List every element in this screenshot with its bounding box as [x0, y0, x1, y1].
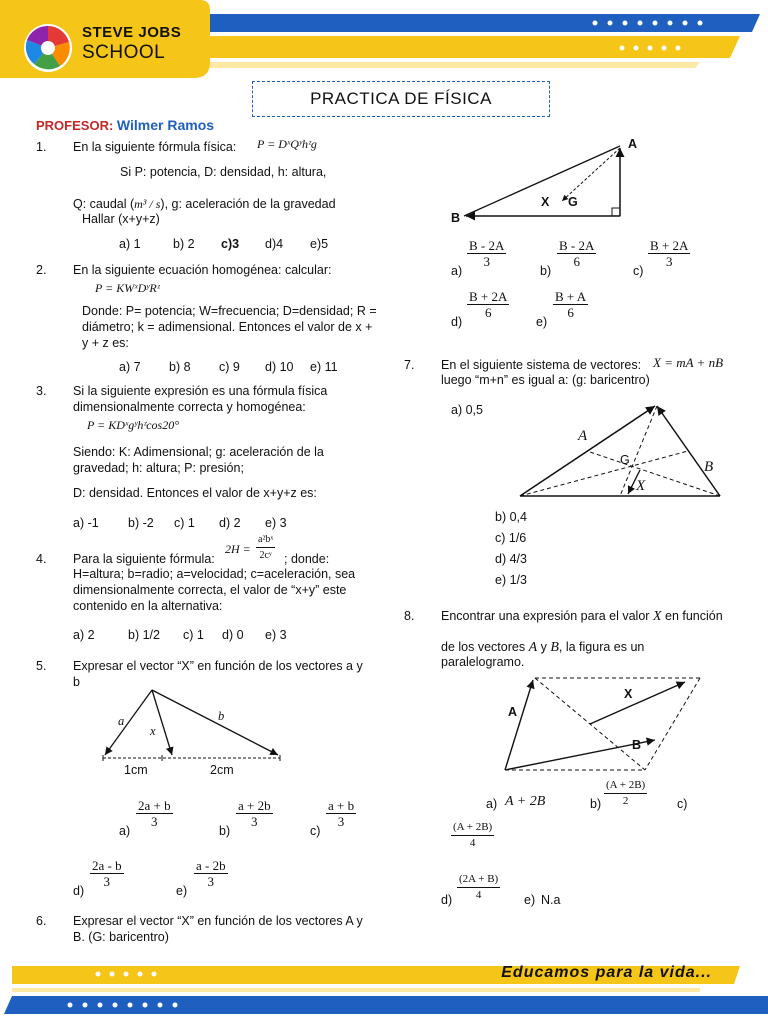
q8-line3: paralelogramo.	[441, 655, 525, 669]
q6-number: 6.	[36, 914, 47, 928]
teacher-line	[36, 117, 214, 134]
q7-figure	[515, 398, 725, 500]
q2-number: 2.	[36, 263, 47, 277]
q5-fig-label-b: b	[218, 709, 225, 723]
q5-fig-len2: 2cm	[210, 763, 234, 777]
q1-option-b: b) 2	[173, 237, 195, 251]
q6-fig-label-X: X	[541, 195, 550, 209]
q7-option-c: c) 1/6	[495, 531, 527, 545]
q5-option-b-label: b)	[219, 824, 231, 838]
footer-slogan: Educamos para la vida...	[501, 964, 712, 981]
q4-body: H=altura; b=radio; a=velocidad; c=aceleración, sea dimensionalmente correcta, el valor de “x+y” este contenido en la alternativa:	[73, 567, 356, 613]
page-title: PRACTICA DE FÍSICA	[252, 81, 550, 117]
q7-text-a: En el siguiente sistema de vectores:	[441, 358, 642, 372]
q3-option-c: c) 1	[174, 516, 195, 530]
q5-option-b-value: $\frac{a + 2b}{3}$	[238, 798, 271, 829]
q1-option-e: e)5	[310, 237, 329, 251]
q7-fig-label-A: A	[578, 428, 588, 444]
q1-option-a: a) 1	[119, 237, 141, 251]
q1-unit: m³ / s	[134, 197, 161, 211]
q4-number: 4.	[36, 552, 47, 566]
q2-option-e: e) 11	[310, 360, 338, 374]
q6-figure	[450, 136, 630, 226]
q5-option-a-label: a)	[119, 824, 131, 838]
q3-option-b: b) -2	[128, 516, 154, 530]
q2-option-b: b) 8	[169, 360, 191, 374]
q7-number: 7.	[404, 358, 415, 372]
q5-fig-label-x: x	[150, 724, 156, 738]
q7-option-b: b) 0,4	[495, 510, 527, 524]
footer-banner	[0, 952, 768, 1024]
q6-option-d-value: $\frac{B + 2A}{6}$	[469, 289, 508, 320]
q8-number: 8.	[404, 609, 415, 623]
q6-fig-label-G: G	[568, 195, 578, 209]
q2-body: Donde: P= potencia; W=frecuencia; D=densidad; R = diámetro; k = adimensional. Entonces el valor de x + y + z es:	[82, 304, 377, 350]
q8-fig-label-X: X	[624, 687, 633, 701]
q5-fig-len1: 1cm	[124, 763, 148, 777]
q3-option-e: e) 3	[265, 516, 287, 530]
q8-option-e: N.a	[541, 893, 561, 907]
q4-option-e: e) 3	[265, 628, 287, 642]
q7-option-a: a) 0,5	[451, 403, 483, 417]
q5-option-d-label: d)	[73, 884, 85, 898]
q8-fig-label-B: B	[632, 738, 642, 752]
q8-option-e-label: e)	[524, 893, 536, 907]
q7-option-e: e) 1/3	[495, 573, 527, 587]
q1-line3: Q: caudal (m³ / s), g: aceleración de la gravedad	[73, 197, 336, 211]
q5-option-e-value: $\frac{a - 2b}{3}$	[196, 858, 226, 889]
q8-option-b-label: b)	[590, 797, 602, 811]
q8-fig-label-A: A	[508, 705, 518, 719]
q6-fig-label-B: B	[451, 211, 461, 225]
q5-option-c-label: c)	[310, 824, 321, 838]
q7-option-d: d) 4/3	[495, 552, 527, 566]
q3-body2: D: densidad. Entonces el valor de x+y+z es:	[73, 486, 317, 500]
teacher-label: PROFESOR:	[36, 118, 114, 133]
q6-text: Expresar el vector “X” en función de los vectores A y B. (G: baricentro)	[73, 914, 363, 944]
q4-option-b: b) 1/2	[128, 628, 160, 642]
q2-text: En la siguiente ecuación homogénea: calcular:	[73, 263, 332, 277]
q5-option-a-value: $\frac{2a + b}{3}$	[138, 798, 171, 829]
q6-option-e-label: e)	[536, 315, 548, 329]
q5-text: Expresar el vector “X” en función de los vectores a y b	[73, 659, 363, 689]
q6-option-c-label: c)	[633, 264, 644, 278]
q5-option-e-label: e)	[176, 884, 188, 898]
q8-option-c-label: c)	[677, 797, 688, 811]
q4-formula-fraction: $\frac{\text{a²bˣ}}{\text{2cʸ}}$	[258, 534, 274, 561]
q1-option-d: d)4	[265, 237, 284, 251]
q5-option-c-value: $\frac{a + b}{3}$	[328, 798, 355, 829]
q7-fig-label-G: G	[620, 453, 630, 467]
q8-figure	[495, 672, 705, 776]
logo-line2: SCHOOL	[82, 42, 166, 63]
q3-text: Si la siguiente expresión es una fórmula física dimensionalmente correcta y homogénea:	[73, 384, 328, 414]
teacher-name: Wilmer Ramos	[116, 117, 215, 133]
q4-formula-lhs: 2H =	[225, 542, 251, 556]
q3-body1: Siendo: K: Adimensional; g: aceleración de la gravedad; h: altura; P: presión;	[73, 445, 324, 475]
q1-number: 1.	[36, 140, 47, 154]
q2-option-c: c) 9	[219, 360, 240, 374]
q1-formula: P = DˣQʸhᶻg	[257, 137, 317, 151]
q8-option-a-value: A + 2B	[505, 794, 546, 809]
q3-number: 3.	[36, 384, 47, 398]
q7-fig-label-B: B	[704, 459, 714, 475]
q2-option-d: d) 10	[265, 360, 294, 374]
q1-line2: Si P: potencia, D: densidad, h: altura,	[120, 165, 327, 179]
q8-option-b-value: $\frac{(A + 2B)}{2}$	[606, 779, 646, 807]
q2-formula: P = KWˣDʸRᶻ	[95, 281, 160, 295]
q8-line2: de los vectores A y B, la figura es un	[441, 640, 645, 655]
q4-text-a: Para la siguiente fórmula:	[73, 552, 215, 566]
q6-option-e-value: $\frac{B + A}{6}$	[555, 289, 587, 320]
q6-option-b-value: $\frac{B - 2A}{6}$	[559, 238, 595, 269]
q3-option-a: a) -1	[73, 516, 99, 530]
q8-option-c-value: $\frac{(A + 2B)}{4}$	[453, 821, 493, 849]
q6-option-d-label: d)	[451, 315, 463, 329]
q3-formula: P = KDˣgʸhᶻcos20°	[87, 418, 180, 432]
q8-line1: Encontrar una expresión para el valor X en función	[441, 609, 723, 624]
q1-line4: Hallar (x+y+z)	[82, 212, 160, 226]
logo-line1: STEVE JOBS	[82, 24, 182, 41]
q1-text: En la siguiente fórmula física:	[73, 140, 237, 154]
q6-option-b-label: b)	[540, 264, 552, 278]
q2-option-a: a) 7	[119, 360, 141, 374]
q6-option-a-label: a)	[451, 264, 463, 278]
q4-option-a: a) 2	[73, 628, 95, 642]
q6-option-a-value: $\frac{B - 2A}{3}$	[469, 238, 505, 269]
q7-fig-label-X: X	[636, 478, 646, 494]
q8-option-d-value: $\frac{(2A + B)}{4}$	[459, 873, 499, 901]
q4-option-d: d) 0	[222, 628, 244, 642]
q8-option-a-label: a)	[486, 797, 498, 811]
q6-option-c-value: $\frac{B + 2A}{3}$	[650, 238, 689, 269]
q5-fig-label-a: a	[118, 714, 125, 728]
q3-option-d: d) 2	[219, 516, 241, 530]
q7-formula: X = mA + nB	[653, 355, 724, 370]
q8-var-x: X	[652, 609, 662, 624]
q5-number: 5.	[36, 659, 47, 673]
q1-option-c: c)3	[221, 237, 240, 251]
q6-fig-label-A: A	[628, 137, 638, 151]
school-logo-icon	[22, 22, 74, 74]
q4-text-b: ; donde:	[284, 552, 330, 566]
q8-option-d-label: d)	[441, 893, 453, 907]
q5-option-d-value: $\frac{2a - b}{3}$	[92, 858, 122, 889]
q7-text-b: luego “m+n” es igual a: (g: baricentro)	[441, 373, 650, 387]
q4-option-c: c) 1	[183, 628, 204, 642]
